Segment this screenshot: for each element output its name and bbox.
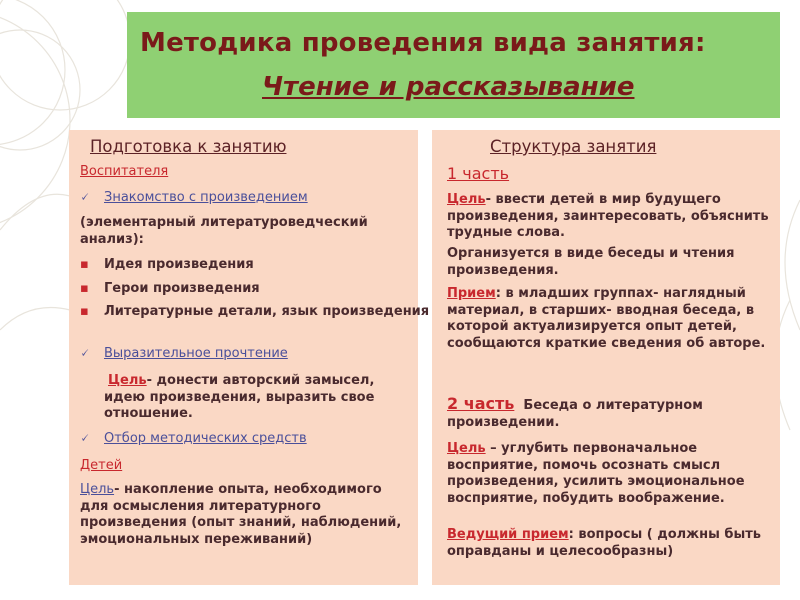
expressive-reading-item: 🗸 Выразительное прочтение — [80, 346, 288, 361]
bullet-item-heroes: ▪ Герои произведения — [80, 281, 260, 296]
structure-heading: Структура занятия — [490, 137, 657, 156]
children-goal: Цель- накопление опыта, необходимого для осмысления литературного произведения (опыт знаний, наблюдений, эмоциональных переживаний) — [80, 482, 402, 547]
dot-bullet-icon: ▪ — [80, 304, 89, 319]
part2-goal: Цель – углубить первоначальное восприятие, помочь осознать смысл произведения, усилить эмоциональное восприятие, побудить воображение. — [447, 441, 745, 506]
part1-organized: Организуется в виде беседы и чтения произведения. — [447, 246, 735, 278]
part1-goal: Цель- ввести детей в мир будущего произведения, заинтересовать, объяснить трудные слова. — [447, 192, 769, 240]
checkmark-bullet-icon: 🗸 — [80, 431, 90, 446]
preparation-heading: Подготовка к занятию — [90, 137, 287, 156]
bullet-item-details: ▪ Литературные детали, язык произведения — [80, 304, 430, 319]
page-subtitle: Чтение и рассказывание — [262, 72, 635, 102]
reading-goal: Цель- донести авторский замысел, идею произведения, выразить свое отношение. — [104, 373, 375, 421]
part2-label: 2 часть — [447, 394, 515, 413]
checkmark-bullet-icon: 🗸 — [80, 190, 90, 205]
methods-item: 🗸 Отбор методических средств — [80, 431, 307, 446]
part2-block: 2 часть Беседа о литературном произведении. — [447, 394, 703, 430]
educator-label: Воспитателя — [80, 164, 169, 179]
bullet-item-idea: ▪ Идея произведения — [80, 257, 254, 272]
dot-bullet-icon: ▪ — [80, 257, 89, 272]
page-title: Методика проведения вида занятия: — [140, 28, 706, 58]
analysis-text: (элементарный литературоведческий анализ): — [80, 215, 368, 247]
part1-method: Прием: в младших группах- наглядный материал, в старших- вводная беседа, в которой актуализируется опыт детей, сообщаются краткие сведения об авторе. — [447, 286, 766, 351]
part2-method: Ведущий прием: вопросы ( должны быть оправданы и целесообразны) — [447, 527, 761, 559]
acquaintance-item: 🗸 Знакомство с произведением — [80, 190, 308, 205]
children-label: Детей — [80, 458, 123, 473]
checkmark-bullet-icon: 🗸 — [80, 346, 90, 361]
dot-bullet-icon: ▪ — [80, 281, 89, 296]
part1-label: 1 часть — [447, 164, 510, 183]
